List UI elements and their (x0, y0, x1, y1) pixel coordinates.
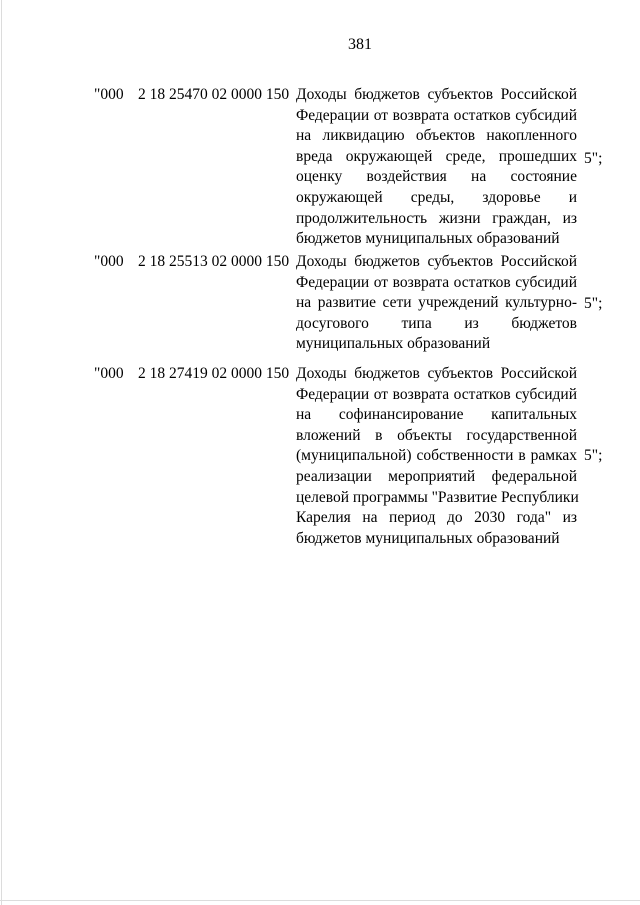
description-line: Доходы бюджетов субъектов Российской (296, 365, 577, 382)
description-line: на софинансирование капитальных (296, 406, 577, 424)
budget-code: 2 18 27419 02 0000 150 (138, 365, 290, 382)
description-line: окружающей среды, здоровье и (296, 188, 577, 206)
description-line: целевой программы "Развитие Республики (296, 488, 579, 506)
description-line: вреда окружающей среде, прошедших (296, 147, 577, 165)
description-line: Доходы бюджетов субъектов Российской (296, 86, 577, 103)
description-line: оценку воздействия на состояние (296, 168, 577, 186)
description-line: (муниципальной) собственности в рамках (296, 447, 577, 465)
page-number: 381 (348, 36, 372, 53)
description-line: Федерации от возврата остатков субсидий (296, 106, 577, 124)
code-prefix: "000 (94, 365, 124, 382)
description-line: Доходы бюджетов субъектов Российской (296, 253, 577, 270)
scan-left-edge (1, 0, 2, 905)
description-line: на ликвидацию объектов накопленного (296, 127, 577, 145)
row-description (296, 364, 577, 549)
budget-code: 2 18 25513 02 0000 150 (138, 253, 290, 270)
budget-code: 2 18 25470 02 0000 150 (138, 86, 290, 103)
description-line: Федерации от возврата остатков субсидий (296, 273, 577, 291)
description-line: Карелия на период до 2030 года" из (296, 509, 577, 527)
description-line: муниципальных образований (296, 335, 491, 353)
row-description (296, 85, 577, 250)
description-line: вложений в объекты государственной (296, 426, 577, 444)
description-line: бюджетов муниципальных образований (296, 529, 560, 547)
description-line: досугового типа из бюджетов (296, 314, 577, 332)
description-line: на развитие сети учреждений культурно- (296, 294, 577, 312)
code-prefix: "000 (94, 86, 124, 103)
row-suffix: 5"; (584, 150, 603, 167)
row-description (296, 252, 577, 355)
description-line: Федерации от возврата остатков субсидий (296, 385, 577, 403)
description-line: продолжительность жизни граждан, из (296, 209, 577, 227)
row-suffix: 5"; (584, 447, 603, 464)
description-line: реализации мероприятий федеральной (296, 467, 577, 485)
scan-bottom-edge (0, 900, 640, 901)
code-prefix: "000 (94, 253, 124, 270)
row-suffix: 5"; (584, 295, 603, 312)
description-line: бюджетов муниципальных образований (296, 230, 560, 248)
